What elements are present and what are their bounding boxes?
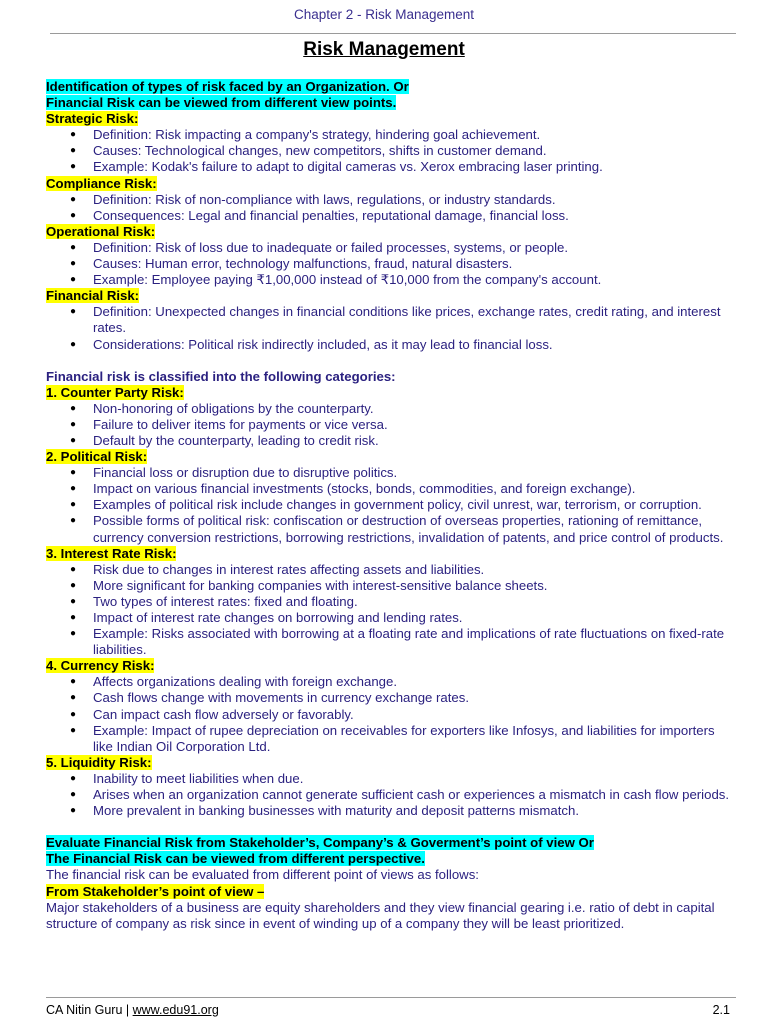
- list-item-text: More significant for banking companies with interest-sensitive balance sheets.: [93, 577, 548, 593]
- section-heading-line: [46, 385, 736, 401]
- section-heading-line: [46, 288, 736, 304]
- list-item-text: Definition: Risk of non-compliance with laws, regulations, or industry standards.: [93, 191, 556, 207]
- bullet-icon: ●: [70, 129, 77, 141]
- intro-line-1: [46, 79, 736, 95]
- list-item-text: Definition: Risk impacting a company's strategy, hindering goal achievement.: [93, 127, 541, 143]
- list-item-text: Causes: Human error, technology malfunctions, fraud, natural disasters.: [93, 256, 513, 272]
- bullet-icon: ●: [70, 612, 77, 623]
- bullet-icon: ●: [70, 338, 77, 350]
- stakeholder-line: [46, 884, 736, 900]
- list-item-text: Affects organizations dealing with foreign exchange.: [93, 674, 397, 690]
- bullet-list: [46, 674, 736, 754]
- list-item: [46, 143, 736, 159]
- bullet-icon: ●: [70, 145, 77, 157]
- footer-website-link[interactable]: www.edu91.org: [132, 1003, 219, 1017]
- section-heading: 4. Currency Risk:: [46, 658, 155, 674]
- list-item-text: Considerations: Political risk indirectly included, as it may lead to financial loss.: [93, 336, 553, 352]
- list-item-text: Arises when an organization cannot generate sufficient cash or experiences a mismatch in cash flow periods.: [93, 787, 730, 803]
- list-item: [46, 578, 736, 594]
- section-heading-line: [46, 449, 736, 465]
- bullet-icon: ●: [70, 563, 77, 575]
- section-heading: Compliance Risk:: [46, 175, 157, 191]
- section-heading: 3. Interest Rate Risk:: [46, 545, 177, 561]
- evaluate-heading-1: Evaluate Financial Risk from Stakeholder’s, Company’s & Goverment’s point of view Or: [46, 835, 594, 851]
- bullet-icon: ●: [70, 274, 77, 286]
- list-item: [46, 256, 736, 272]
- list-item-text: Can impact cash flow adversely or favorably.: [93, 706, 354, 722]
- list-item-text: Example: Employee paying ₹1,00,000 instead of ₹10,000 from the company's account.: [93, 272, 602, 288]
- list-item: [46, 690, 736, 706]
- bullet-icon: ●: [70, 724, 77, 736]
- list-item: [46, 240, 736, 256]
- bullet-icon: ●: [70, 434, 77, 446]
- section-heading-line: [46, 546, 736, 562]
- list-item: [46, 610, 736, 626]
- list-item-text: Definition: Risk of loss due to inadequate or failed processes, systems, or people.: [93, 239, 569, 255]
- list-item: [46, 723, 736, 755]
- list-item-text: Failure to deliver items for payments or vice versa.: [93, 416, 388, 432]
- bullet-icon: ●: [70, 789, 77, 801]
- list-item: [46, 481, 736, 497]
- section-heading: 1. Counter Party Risk:: [46, 384, 184, 400]
- list-item: [46, 626, 736, 658]
- document-body: [46, 79, 736, 932]
- list-item: [46, 787, 736, 803]
- bullet-list: [46, 562, 736, 659]
- list-item: [46, 337, 736, 353]
- list-item: [46, 208, 736, 224]
- bullet-icon: ●: [70, 692, 77, 704]
- list-item: [46, 465, 736, 481]
- list-item: [46, 513, 736, 545]
- list-item-text: Causes: Technological changes, new competitors, shifts in customer demand.: [93, 143, 547, 159]
- bullet-list: [46, 401, 736, 449]
- section-heading: Operational Risk:: [46, 223, 156, 239]
- stakeholder-paragraph: Major stakeholders of a business are equity shareholders and they view financial gearing i.e. ratio of debt in capital structure of company as risk since in event of winding up of a company they will be least prioritized.: [46, 899, 715, 931]
- risk-types-section: [46, 111, 736, 352]
- list-item-text: More prevalent in banking businesses with maturity and deposit patterns mismatch.: [93, 803, 579, 819]
- bullet-icon: ●: [70, 193, 77, 205]
- evaluate-intro-text: The financial risk can be evaluated from different point of views as follows:: [46, 867, 479, 883]
- page-title: Risk Management: [303, 39, 465, 60]
- list-item-text: Consequences: Legal and financial penalties, reputational damage, financial loss.: [93, 207, 569, 223]
- list-item: [46, 272, 736, 288]
- list-item-text: Risk due to changes in interest rates affecting assets and liabilities.: [93, 561, 485, 577]
- bullet-icon: ●: [70, 628, 77, 640]
- bullet-list: [46, 304, 736, 352]
- section-gap: [46, 353, 736, 369]
- bullet-icon: ●: [70, 402, 77, 414]
- list-item-text: Example: Risks associated with borrowing at a floating rate and implications of rate fluctuations on fixed-rate liabilities.: [93, 626, 725, 658]
- section-heading: 5. Liquidity Risk:: [46, 754, 152, 770]
- list-item-text: Definition: Unexpected changes in financial conditions like prices, exchange rates, credit rating, and interest rates.: [93, 304, 721, 336]
- list-item-text: Impact of interest rate changes on borrowing and lending rates.: [93, 610, 463, 625]
- bullet-icon: ●: [70, 209, 77, 221]
- intro-heading-1: Identification of types of risk faced by an Organization. Or: [46, 79, 409, 94]
- bullet-icon: ●: [70, 579, 77, 591]
- bullet-icon: ●: [70, 306, 77, 318]
- bullet-icon: ●: [70, 708, 77, 720]
- footer-credit: [46, 1003, 219, 1017]
- list-item: [46, 771, 736, 787]
- bullet-icon: ●: [70, 772, 77, 784]
- section-heading-line: [46, 176, 736, 192]
- stakeholder-heading: From Stakeholder’s point of view –: [46, 883, 265, 899]
- list-item-text: Financial loss or disruption due to disruptive politics.: [93, 465, 398, 481]
- list-item: [46, 594, 736, 610]
- evaluate-line-1: [46, 835, 736, 851]
- list-item: [46, 192, 736, 208]
- intro-line-2: [46, 95, 736, 111]
- evaluate-heading-2: The Financial Risk can be viewed from different perspective.: [46, 851, 425, 867]
- bullet-icon: ●: [70, 161, 77, 173]
- list-item: [46, 497, 736, 513]
- section-heading-line: [46, 224, 736, 240]
- list-item: [46, 401, 736, 417]
- page-number: 2.1: [712, 1003, 730, 1017]
- header-divider: [50, 33, 736, 34]
- bullet-list: [46, 771, 736, 819]
- list-item: [46, 417, 736, 433]
- bullet-icon: ●: [70, 595, 77, 607]
- bullet-list: [46, 240, 736, 288]
- list-item-text: Possible forms of political risk: confiscation or destruction of overseas properties, rationing of remittance, currency conversion restrictions, borrowing restrictions, invalidation of patents, and price control of products.: [93, 513, 724, 545]
- intro-heading-2: Financial Risk can be viewed from different view points.: [46, 95, 397, 111]
- section-heading-line: [46, 111, 736, 127]
- footer-author: CA Nitin Guru |: [46, 1003, 133, 1017]
- list-item: [46, 707, 736, 723]
- section-heading: 2. Political Risk:: [46, 449, 148, 465]
- list-item: [46, 127, 736, 143]
- section-heading: Strategic Risk:: [46, 111, 139, 127]
- list-item-text: Non-honoring of obligations by the counterparty.: [93, 400, 374, 416]
- list-item-text: Impact on various financial investments (stocks, bonds, commodities, and foreign exchange).: [93, 481, 636, 497]
- list-item: [46, 433, 736, 449]
- section-heading-line: [46, 658, 736, 674]
- bullet-icon: ●: [70, 499, 77, 511]
- list-item: [46, 803, 736, 819]
- bullet-icon: ●: [70, 258, 77, 270]
- classification-intro: Financial risk is classified into the following categories:: [46, 368, 396, 384]
- bullet-icon: ●: [70, 483, 77, 495]
- list-item: [46, 674, 736, 690]
- list-item-text: Example: Kodak's failure to adapt to digital cameras vs. Xerox embracing laser printing.: [93, 159, 603, 175]
- list-item-text: Inability to meet liabilities when due.: [93, 770, 304, 786]
- list-item: [46, 159, 736, 175]
- section-heading: Financial Risk:: [46, 288, 140, 304]
- list-item-text: Cash flows change with movements in currency exchange rates.: [93, 690, 470, 706]
- list-item: [46, 562, 736, 578]
- bullet-icon: ●: [70, 515, 77, 527]
- chapter-header: Chapter 2 - Risk Management: [293, 7, 475, 22]
- list-item: [46, 304, 736, 336]
- bullet-list: [46, 465, 736, 545]
- list-item-text: Default by the counterparty, leading to credit risk.: [93, 432, 379, 448]
- list-item-text: Examples of political risk include changes in government policy, civil unrest, war, terrorism, or corruption.: [93, 497, 702, 513]
- list-item-text: Two types of interest rates: fixed and floating.: [93, 593, 358, 609]
- evaluate-line-2: [46, 851, 736, 867]
- bullet-icon: ●: [70, 418, 77, 430]
- footer-divider: [46, 997, 736, 998]
- list-item-text: Example: Impact of rupee depreciation on receivables for exporters like Infosys, and liabilities for importers like Indian Oil Corporation Ltd.: [93, 722, 715, 754]
- bullet-list: [46, 192, 736, 224]
- bullet-list: [46, 127, 736, 175]
- bullet-icon: ●: [70, 805, 77, 817]
- section-heading-line: [46, 755, 736, 771]
- bullet-icon: ●: [70, 467, 77, 479]
- section-gap: [46, 819, 736, 835]
- classification-section: [46, 385, 736, 820]
- bullet-icon: ●: [70, 676, 77, 688]
- bullet-icon: ●: [70, 241, 77, 253]
